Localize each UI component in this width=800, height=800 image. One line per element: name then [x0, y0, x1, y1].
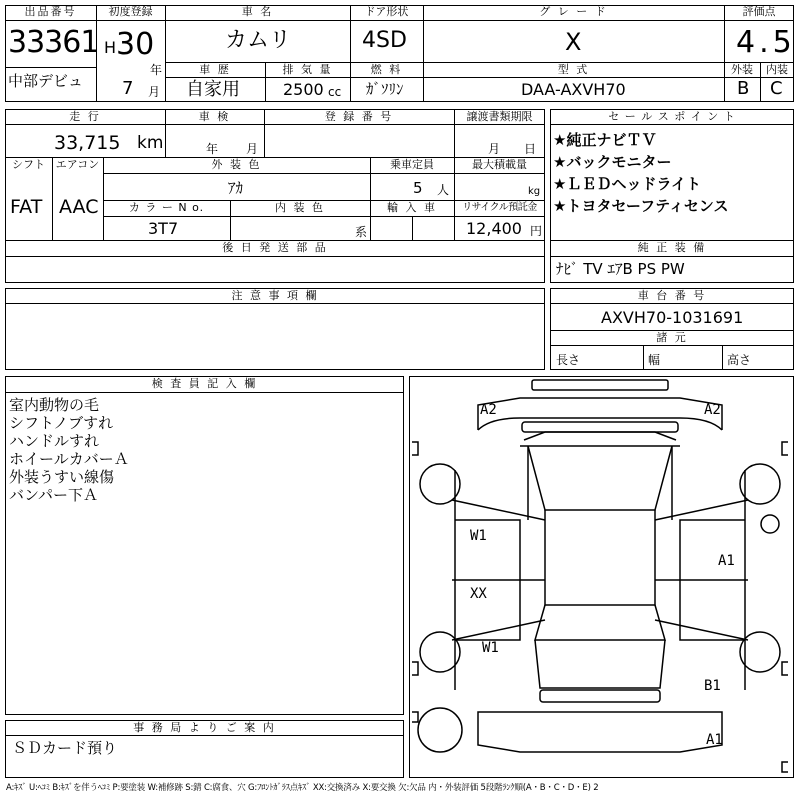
score-value: 4.5 [736, 25, 796, 60]
displacement-label: 排 気 量 [282, 63, 333, 76]
lot-label: 出品番号 [24, 5, 77, 18]
inspector-line: 外装うすい線傷 [9, 468, 115, 486]
interior-color-label: 内 装 色 [275, 201, 325, 214]
transfer-label: 譲渡書類期限 [466, 110, 533, 123]
plate-label: 登 録 番 号 [324, 110, 394, 123]
height-label: 高さ [727, 353, 752, 367]
displacement-unit: cc [328, 85, 342, 99]
capacity-value: 5 [413, 179, 423, 197]
model-label: 型 式 [557, 63, 590, 76]
model-value: DAA-AXVH70 [521, 80, 626, 99]
year-number: 30 [116, 27, 155, 62]
sales-point-item: ★トヨタセーフティセンス [553, 197, 729, 215]
inspection-month-unit: 月 [246, 142, 259, 156]
fuel-label: 燃 料 [370, 63, 403, 76]
mark-w1-top: W1 [470, 528, 487, 544]
history-value: 自家用 [186, 79, 240, 100]
inspector-line: バンパー下Ａ [9, 486, 98, 504]
sales-point-item: ★純正ナビＴＶ [553, 131, 657, 149]
sales-point-item: ★ＬＥＤヘッドライト [553, 175, 701, 193]
shift-value: FAT [10, 196, 43, 218]
capacity-unit: 人 [437, 183, 450, 197]
length-label: 長さ [556, 353, 581, 367]
exterior-label: 外装 [731, 63, 753, 76]
load-label: 最大積載量 [472, 158, 527, 171]
mark-xx: XX [470, 586, 487, 602]
office-label: 事 務 局 よ り ご 案 内 [133, 721, 276, 734]
color-value: ｱｶ [228, 179, 244, 197]
month: 7 [122, 78, 134, 99]
color-no-value: 3T7 [148, 219, 179, 238]
inspector-line: 室内動物の毛 [9, 396, 100, 414]
sales-point-item: ★バックモニター [553, 153, 672, 171]
lot-number: 33361 [8, 25, 99, 60]
import-label: 輸 入 車 [387, 201, 437, 214]
recycle-value: 12,400 [466, 219, 522, 238]
fuel-value: ｶﾞｿﾘﾝ [366, 80, 404, 98]
interior-color-unit: 系 [355, 225, 368, 239]
transfer-day-unit: 日 [524, 142, 537, 156]
chassis-value: AXVH70-1031691 [601, 308, 744, 327]
interior-value: C [770, 78, 783, 99]
mark-a2-right: A2 [704, 402, 721, 418]
score-label: 評価点 [742, 5, 776, 18]
color-label: 外 装 色 [211, 158, 262, 171]
region: 中部デビュ [8, 72, 84, 90]
door-label: ドア形状 [364, 5, 409, 18]
recycle-label: リサイクル預託金 [462, 202, 537, 213]
mark-a2-left: A2 [480, 402, 497, 418]
later-parts-label: 後 日 発 送 部 品 [222, 241, 328, 254]
mileage-label: 走 行 [69, 110, 101, 123]
color-no-label: カ ラ ー N o. [128, 201, 205, 214]
chassis-label: 車 台 番 号 [637, 289, 707, 302]
legend: A:ｷｽﾞ U:ﾍｺﾐ B:ｷｽﾞを伴うﾍｺﾐ P:要塗装 W:補修跡 S:錆 C:腐食、穴 G:ﾌﾛﾝﾄｶﾞﾗｽ点ｷｽﾞ XX:交換済み X:要交換 欠:欠品 内・外装評価 5段階ﾗﾝｸ順(A・B・C・D・E) 2 [6, 783, 599, 793]
ac-label: エアコン [55, 158, 100, 171]
grade-value: X [565, 28, 582, 56]
notes-label: 注 意 事 項 欄 [231, 289, 319, 302]
month-unit: 月 [148, 85, 161, 99]
mark-a1-bottom: A1 [706, 732, 723, 748]
door-value: 4SD [362, 28, 407, 53]
office-text: ＳＤカード預り [12, 739, 118, 757]
car-name: カムリ [225, 28, 292, 53]
mileage-unit: km [137, 133, 164, 153]
mark-a1-right: A1 [718, 553, 735, 569]
load-unit: kg [528, 186, 541, 197]
inspector-line: ホイールカバーＡ [9, 450, 129, 468]
equipment-value: ﾅﾋﾞ TV ｴｱB PS PW [556, 260, 685, 278]
year-unit: 年 [150, 63, 163, 77]
width-label: 幅 [648, 353, 661, 367]
era: H [104, 38, 117, 57]
inspector-line: ハンドルすれ [9, 432, 100, 450]
inspection-label: 車 検 [198, 110, 231, 123]
shift-label: シフト [12, 158, 45, 171]
exterior-value: B [737, 78, 750, 99]
interior-label: 内装 [766, 63, 788, 76]
transfer-month-unit: 月 [488, 142, 501, 156]
car-name-label: 車 名 [241, 5, 274, 18]
inspection-year-unit: 年 [206, 142, 219, 156]
specs-label: 諸 元 [656, 331, 688, 344]
first-reg-label: 初度登録 [108, 5, 153, 18]
recycle-unit: 円 [530, 224, 543, 238]
grade-label: グ レ ー ド [539, 5, 608, 18]
history-label: 車 歴 [199, 63, 231, 76]
equipment-label: 純 正 装 備 [637, 241, 707, 254]
capacity-label: 乗車定員 [390, 158, 434, 171]
mark-w1-bottom: W1 [482, 640, 499, 656]
displacement-value: 2500 [283, 80, 324, 99]
inspector-line: シフトノブすれ [9, 414, 114, 432]
inspector-label: 検 査 員 記 入 欄 [151, 377, 258, 390]
sales-points-label: セ ー ル ス ポ イ ン ト [608, 110, 736, 123]
ac-value: AAC [59, 196, 99, 218]
mark-b1: B1 [704, 678, 721, 694]
mileage-value: 33,715 [54, 132, 121, 154]
